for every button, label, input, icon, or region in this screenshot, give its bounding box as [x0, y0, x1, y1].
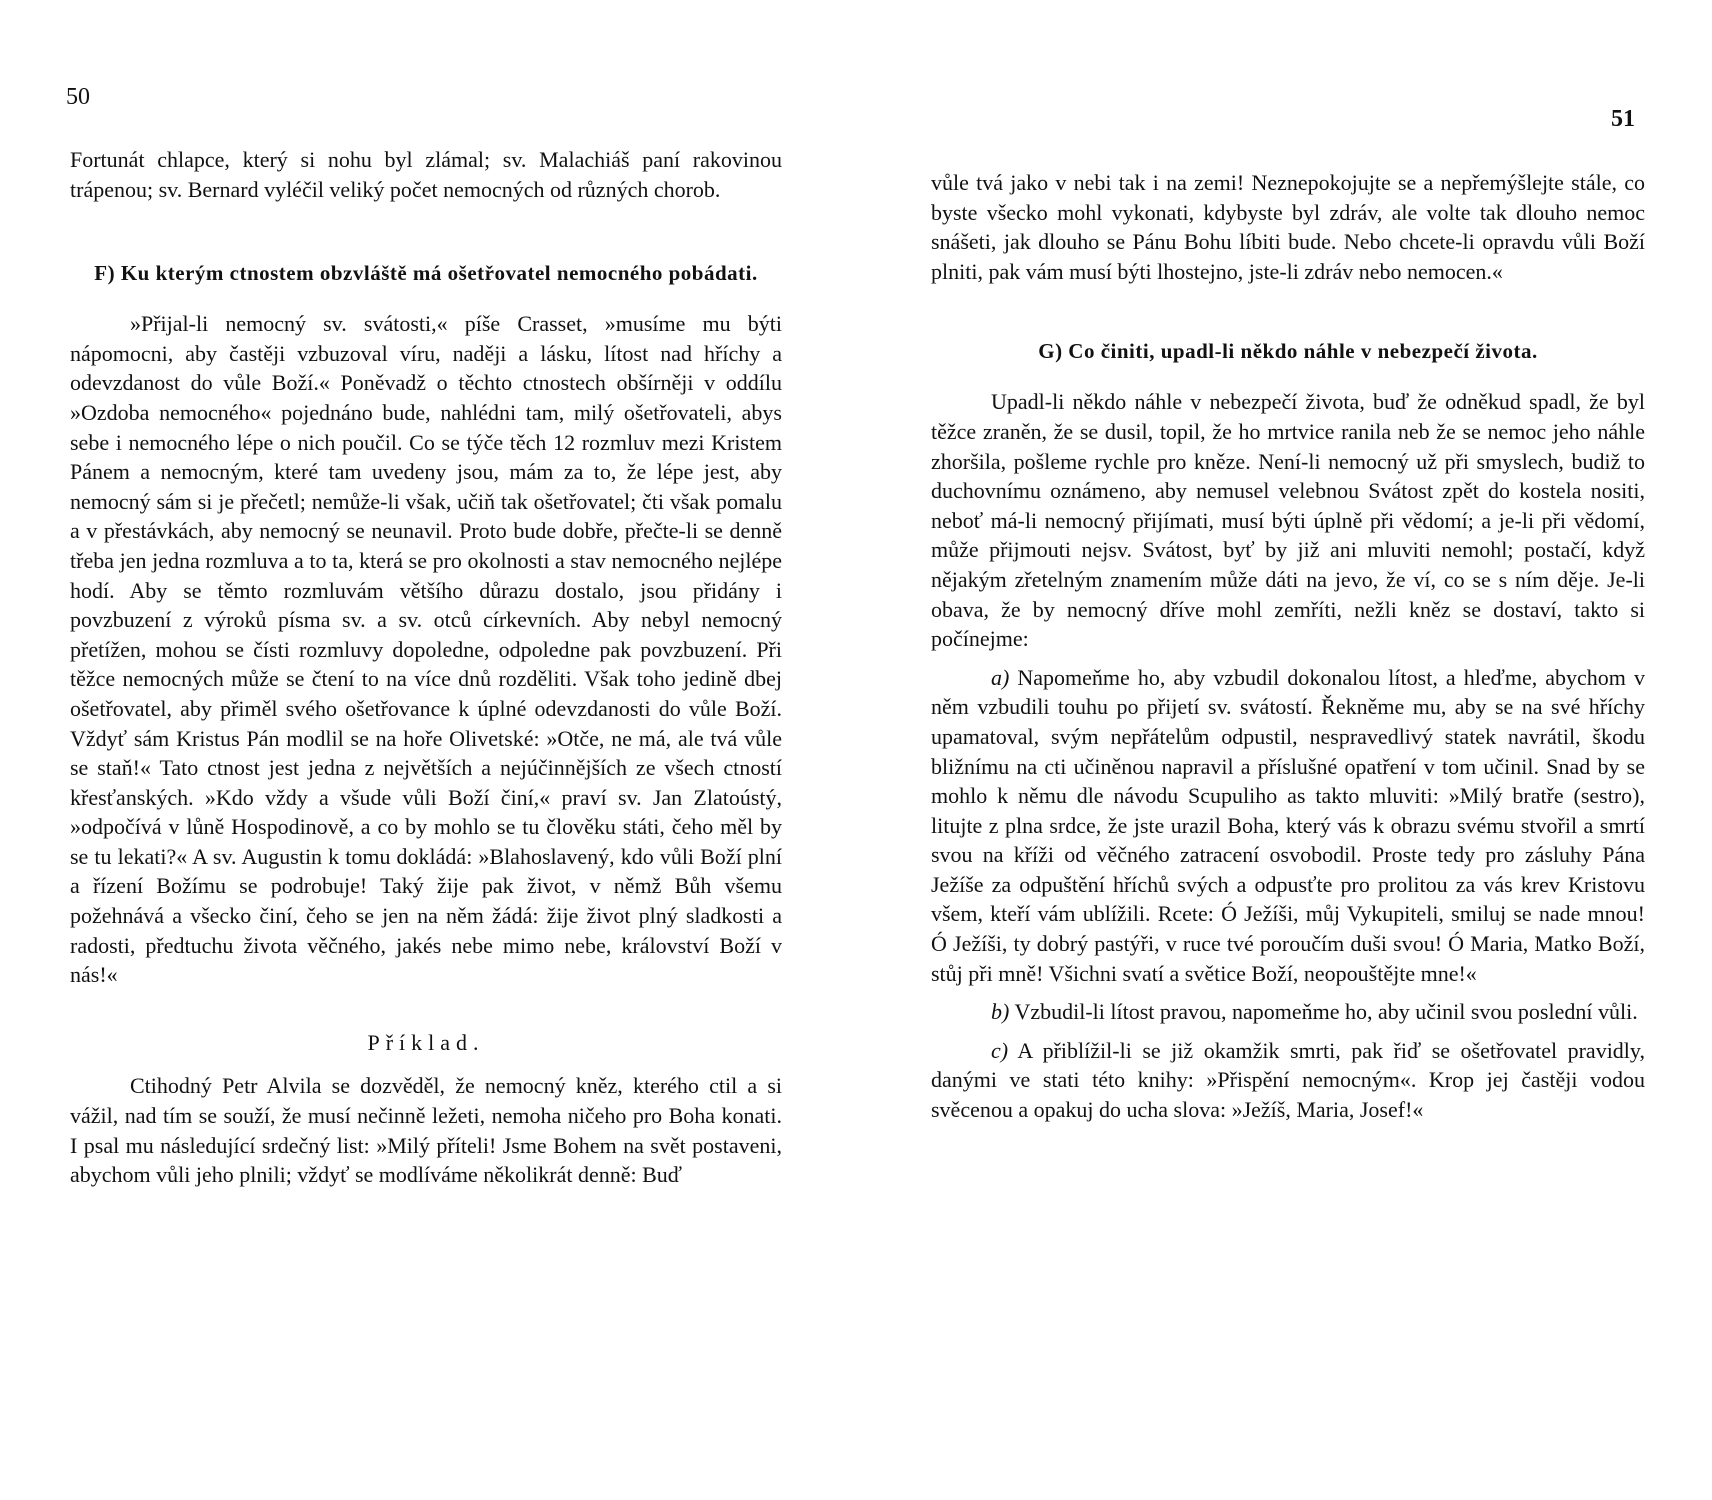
example-title: Příklad. — [367, 1029, 485, 1055]
item-text-c: A přiblížil-li se již okamžik smrti, pak řiď se ošetřovatel pravidly, danými ve stati této knihy: »Přispění nemocným«. Krop jej častěji vodou svěcenou a opakuj do ucha slova: »Ježíš, Maria, Josef!« — [931, 1037, 1645, 1123]
list-item-b — [931, 997, 1645, 1027]
right-page — [856, 0, 1712, 1500]
item-text-b: Vzbudil-li lítost pravou, napomeňme ho, aby učinil svou poslední vůli. — [1014, 999, 1638, 1025]
item-letter-b: b) — [991, 999, 1010, 1025]
page-number-right: 51 — [1611, 106, 1635, 132]
section-heading-g: G) Co činiti, upadl-li někdo náhle v nebezpečí života. — [1038, 339, 1538, 364]
right-paragraph-1: Upadl-li někdo náhle v nebezpečí života, buď že odněkud spadl, že byl těžce zraněn, že se dusil, topil, že ho mrtvice ranila neb že se nemoc jeho náhle zhoršila, pošleme rychle pro kněze. Není-li nemocný už při smyslech, budiž to duchovnímu oznámeno, aby nemusel velebnou Svátost zpět do kostela nositi, neboť má-li nemocný přijímati, musí býti úplně při vědomí; a je-li při vědomí, může přijmouti nejsv. Svátost, byť by již ani mluviti nemohl; postačí, když nějakým zřetelným znamením může dáti na jevo, že ví, co se s ním děje. Je-li obava, že by nemocný dříve mohl zemříti, nežli kněz se dostaví, takto si počínejme: — [931, 389, 1645, 652]
list-item-a — [931, 663, 1645, 989]
section-heading-f: F) Ku kterým ctnostem obzvláště má ošetřovatel nemocného pobádati. — [94, 261, 758, 286]
left-paragraph-1: »Přijal-li nemocný sv. svátosti,« píše Crasset, »musíme mu býti nápomocni, aby častěji vzbuzoval víru, naději a lásku, lítost nad hříchy a odevzdanost do vůle Boží.« Poněvadž o těchto ctnostech obšírněji v oddílu »Ozdoba nemocného« pojednáno bude, nahlédni tam, milý ošetřovateli, abys sebe i nemocného lépe o nich poučil. Co se týče těch 12 rozmluv mezi Kristem Pánem a nemocným, které tam uvedeny jsou, mám za to, že lépe jest, aby nemocný sám si je přečetl; nemůže-li však, učiň tak ošetřovatel; čti však pomalu a v přestávkách, aby nemocný se neunavil. Proto bude dobře, přečte-li se denně třeba jen jedna rozmluva a to ta, která se pro okolnosti a stav nemocného nejlépe hodí. Aby se těmto rozmluvám většího důrazu dostalo, jsou přidány i povzbuzení z výroků písma sv. a sv. otců církevních. Aby nebyl nemocný přetížen, mohou se čísti rozmluvy dopoledne, odpoledne pak povzbuzení. Při těžce nemocných může se čtení to na více dnů rozděliti. Však toho jedině dbej ošetřovatel, aby přiměl svého ošetřovance k úplné odevzdanosti do vůle Boží. Vždyť sám Kristus Pán modlil se na hoře Olivetské: »Otče, ne má, ale tvá vůle se staň!« Tato ctnost jest jedna z největších a nejúčinnějších ze všech ctností křesťanských. »Kdo vždy a všude vůli Boží činí,« praví sv. Jan Zlatoústý, »odpočívá v lůně Hospodinově, a co by mohlo se tu člověku státi, čeho měl by se tu lekati?« A sv. Augustin k tomu dokládá: »Blahoslavený, kdo vůli Boží plní a řízení Božímu se podrobuje! Taký žije pak život, v němž Bůh všemu požehnává a všecko činí, čeho se jen na něm žádá: žije život plný sladkosti a radosti, předtuchu života věčného, jakés nebe mimo nebe, království Boží v nás!« — [70, 311, 782, 988]
item-text-a: Napomeňme ho, aby vzbudil dokonalou lítost, a hleďme, abychom v něm vzbudili touhu po přijetí sv. svátostí. Řekněme mu, aby se na své hříchy upamatoval, svým nepřátelům odpustil, nespravedlivý statek navrátil, škodu bližnímu na cti učiněnou napravil a příslušné opatření v tom učinil. Snad by se mohlo k němu dle návodu Scupuliho as takto mluviti: »Milý bratře (sestro), litujte z plna srdce, že jste urazil Boha, který vás k obrazu svému stvořil a smrtí svou na kříži od věčného zatracení osvobodil. Proste tedy pro zásluhy Pána Ježíše za odpuštění hříchů svých a odpusťte pro prolitou za vás krev Kristovu všem, kteří vám ublížili. Rcete: Ó Ježíši, můj Vykupiteli, smiluj se nade mnou! Ó Ježíši, ty dobrý pastýři, v ruce tvé poroučím duši svou! Ó Maria, Matko Boží, stůj při mně! Všichni svatí a světice Boží, neopouštějte mne!« — [931, 664, 1645, 986]
left-paragraph-2: Ctihodný Petr Alvila se dozvěděl, že nemocný kněz, kterého ctil a si vážil, nad tím se souží, že musí nečinně ležeti, nemoha ničeho pro Boha konati. I psal mu následující srdečný list: »Milý příteli! Jsme Bohem na svět postaveni, abychom vůli jeho plnili; vždyť se modlíváme několikrát denně: Buď — [70, 1073, 782, 1188]
right-text-column — [931, 168, 1645, 1125]
left-continued-paragraph: Fortunát chlapce, který si nohu byl zlámal; sv. Malachiáš paní rakovinou trápenou; sv. Bernard vyléčil veliký počet nemocných od různých chorob. — [70, 147, 782, 202]
item-letter-a: a) — [991, 664, 1010, 690]
item-letter-c: c) — [991, 1037, 1009, 1063]
page-number-left: 50 — [66, 84, 90, 110]
left-text-column — [70, 145, 782, 1190]
right-continued-paragraph: vůle tvá jako v nebi tak i na zemi! Neznepokojujte se a nepřemýšlejte stále, co byste všecko mohl vykonati, kdybyste byl zdráv, ale volte tak dlouho nemoc snášeti, jak dlouho se Pánu Bohu líbiti bude. Nebo chcete-li opravdu vůli Boží plniti, pak vám musí býti lhostejno, jste-li zdráv nebo nemocen.« — [931, 170, 1645, 284]
list-item-c — [931, 1036, 1645, 1125]
